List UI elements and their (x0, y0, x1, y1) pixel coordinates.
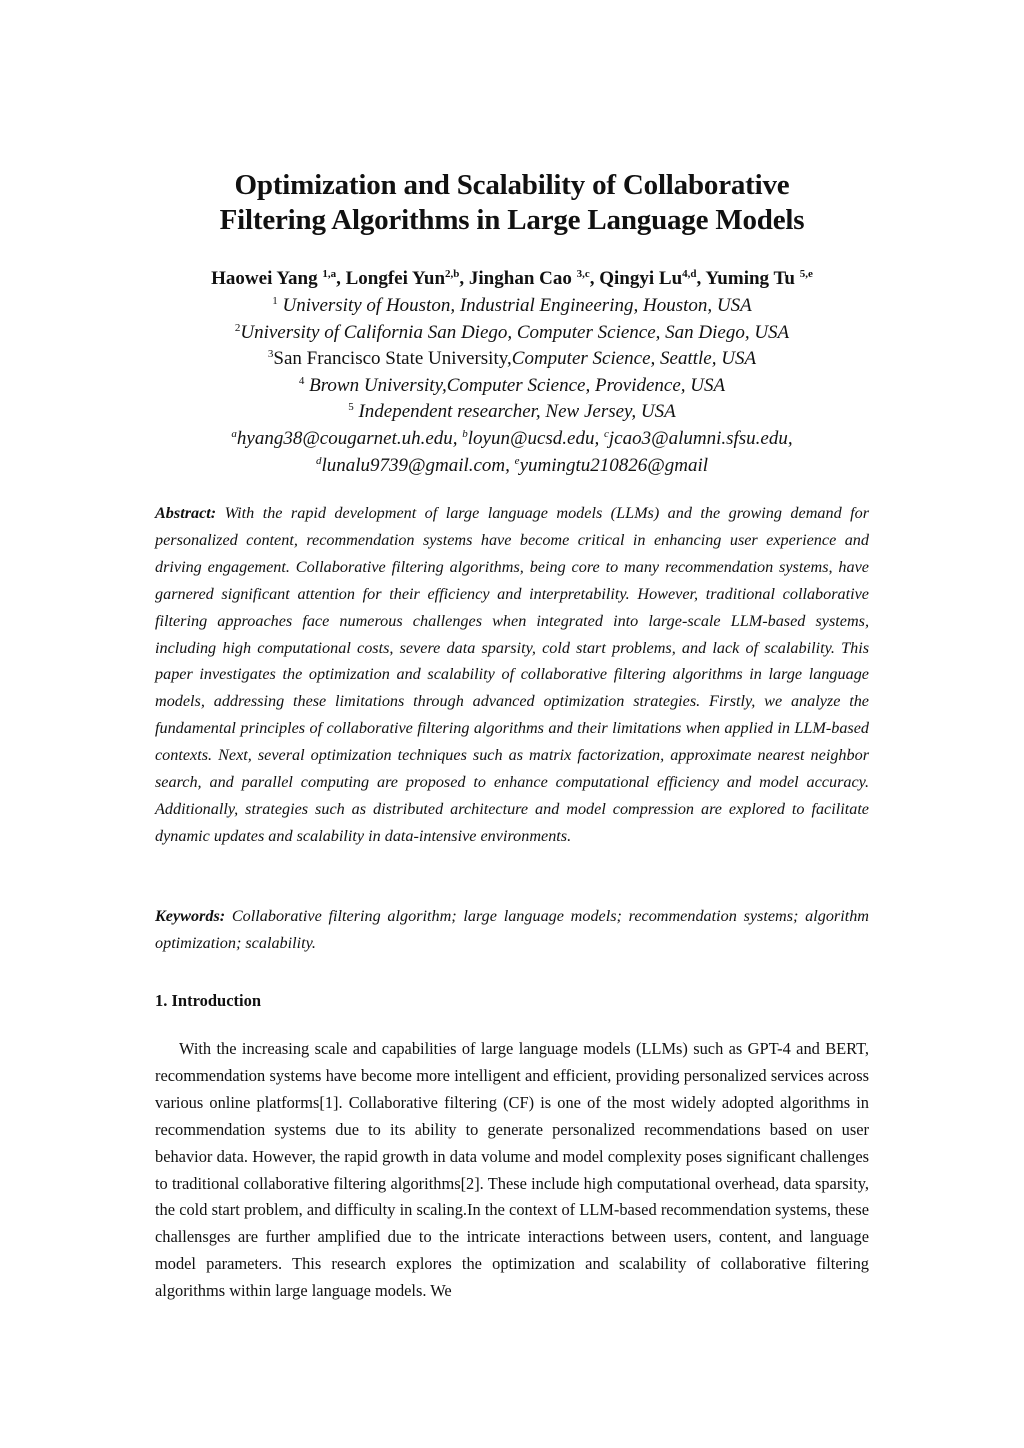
keywords (155, 903, 869, 957)
author-affil-marks: 4,d (682, 268, 697, 280)
author-affil-marks: 5,e (799, 268, 813, 280)
abstract-label: Abstract: (155, 504, 217, 522)
author-name: Longfei Yun (345, 268, 446, 289)
affiliation (115, 293, 909, 320)
author (211, 268, 345, 289)
email-address[interactable]: jcao3@alumni.sfsu.edu, (608, 427, 793, 449)
affiliation-mark: 2 (234, 321, 241, 334)
affiliation-mark: 1 (272, 295, 278, 307)
author-separator: , (336, 268, 346, 289)
author (469, 268, 599, 289)
author-affil-marks: 3,c (576, 268, 590, 280)
author-name: Qingyi Lu (599, 268, 683, 289)
author-separator: , (696, 268, 706, 289)
affiliation-text: San Francisco State University, (273, 348, 512, 370)
affiliation (115, 346, 909, 373)
affiliation-mark: 5 (348, 401, 354, 414)
author (599, 268, 705, 289)
keywords-text: Collaborative filtering algorithm; large language models; recommendation systems; algorithm optimization; scalability. (155, 907, 869, 952)
email-address[interactable]: yumingtu210826@gmail (519, 454, 709, 476)
introduction-paragraph: With the increasing scale and capabilities of large language models (LLMs) such as GPT-4 and BERT, recommendation systems have become more intelligent and efficient, providing personalized services across various online platforms[1]. Collaborative filtering (CF) is one of the most widely adopted algorithms in recommendation systems due to its ability to generate personalized recommendations based on user behavior data. However, the rapid growth in data volume and model complexity poses significant challenges to traditional collaborative filtering algorithms[2]. These include high computational overhead, data sparsity, the cold start problem, and difficulty in scaling.In the context of LLM-based recommendation systems, these challensges are further amplified due to the intricate interactions between users, content, and language model parameters. This research explores the optimization and scalability of collaborative filtering algorithms within large language models. We (155, 1039, 869, 1301)
affiliation-text-italic: University of Houston, Industrial Engineering, Houston, USA (277, 295, 752, 316)
author (705, 268, 813, 289)
email-address[interactable]: lunalu9739@gmail.com, (321, 454, 515, 476)
email-address[interactable]: loyun@ucsd.edu, (467, 427, 604, 449)
affiliation-mark: 4 (298, 374, 305, 387)
author (346, 268, 469, 289)
email-line-1 (115, 426, 909, 453)
affiliation-text-italic: University of California San Diego, Computer Science, San Diego, USA (240, 321, 790, 343)
author-affil-marks: 2,b (445, 268, 460, 280)
abstract (155, 500, 869, 850)
affiliation (115, 399, 909, 426)
affiliation-list (115, 293, 909, 479)
email-mark: d (315, 454, 322, 467)
affiliation (115, 373, 909, 400)
keywords-label: Keywords: (155, 907, 226, 925)
affiliation-mark: 3 (267, 348, 274, 361)
email-line-2 (115, 453, 909, 480)
affiliation-text-italic: Independent researcher, New Jersey, USA (353, 401, 676, 423)
section-heading-introduction: 1. Introduction (155, 991, 262, 1010)
title-line-1: Optimization and Scalability of Collaborative (234, 169, 790, 201)
author-separator: , (459, 268, 469, 289)
author-affil-marks: 1,a (322, 268, 337, 280)
affiliation (115, 320, 909, 347)
email-mark: a (231, 427, 237, 440)
author-name: Yuming Tu (705, 268, 795, 289)
email-mark: c (603, 427, 609, 440)
title-line-2: Filtering Algorithms in Large Language Models (219, 204, 805, 236)
author-separator: , (589, 268, 600, 289)
author-name: Jinghan Cao (468, 268, 572, 289)
email-mark: e (514, 454, 520, 467)
affiliation-text-italic: Brown University,Computer Science, Providence, USA (304, 374, 726, 396)
email-address[interactable]: hyang38@cougarnet.uh.edu, (236, 427, 463, 449)
author-list (115, 266, 909, 292)
email-mark: b (462, 427, 468, 440)
affiliation-text-italic: Computer Science, Seattle, USA (511, 348, 757, 370)
paper-page (155, 0, 869, 1448)
abstract-text: With the rapid development of large language models (LLMs) and the growing demand for personalized content, recommendation systems have become critical in enhancing user experience and driving engagement. Collaborative filtering algorithms, being core to many recommendation systems, have garnered significant attention for their efficiency and interpretability. However, traditional collaborative filtering approaches face numerous challenges when integrated into large-scale LLM-based systems, including high computational costs, severe data sparsity, cold start problems, and lack of scalability. This paper investigates the optimization and scalability of collaborative filtering algorithms in large language models, addressing these limitations through advanced optimization strategies. Firstly, we analyze the fundamental principles of collaborative filtering algorithms and their limitations when applied in LLM-based contexts. Next, several optimization techniques such as matrix factorization, approximate nearest neighbor search, and parallel computing are proposed to enhance computational efficiency and model accuracy. Additionally, strategies such as distributed architecture and model compression are explored to facilitate dynamic updates and scalability in data-intensive environments. (155, 504, 869, 845)
paper-title (115, 168, 909, 238)
author-name: Haowei Yang (211, 268, 318, 289)
